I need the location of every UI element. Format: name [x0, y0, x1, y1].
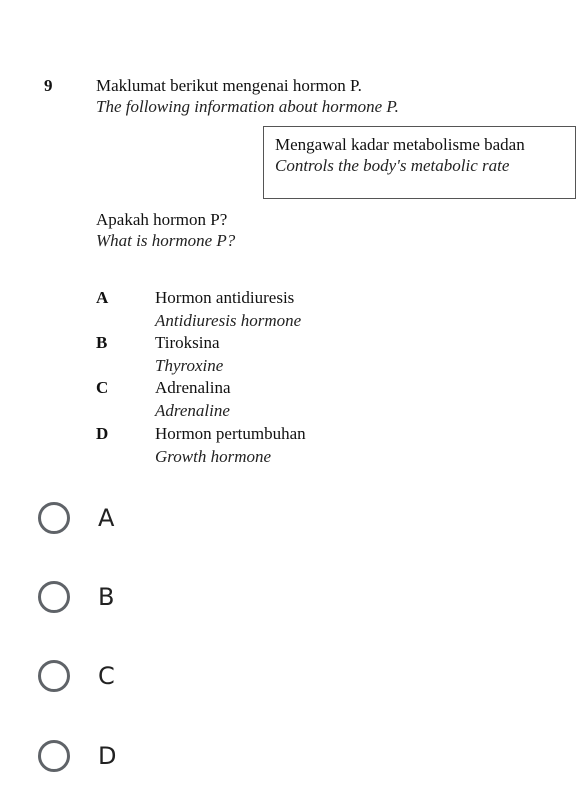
- option-d-english: Growth hormone: [155, 447, 272, 466]
- radio-button-icon[interactable]: [38, 660, 70, 692]
- choice-a[interactable]: [38, 496, 338, 540]
- option-c-english: Adrenaline: [155, 401, 230, 420]
- option-a-malay: Hormon antidiuresis: [155, 288, 295, 307]
- choice-a-label: A: [98, 504, 115, 532]
- choice-c-label: C: [98, 662, 115, 690]
- question-prompt-malay: Apakah hormon P?: [96, 210, 228, 229]
- option-c-malay: Adrenalina: [155, 378, 231, 397]
- info-box: [263, 126, 576, 199]
- option-d-malay: Hormon pertumbuhan: [155, 424, 306, 443]
- option-letter-c: C: [96, 378, 109, 397]
- question-number: 9: [44, 76, 53, 95]
- option-letter-a: A: [96, 288, 109, 307]
- option-letter-d: D: [96, 424, 109, 443]
- radio-button-icon[interactable]: [38, 740, 70, 772]
- question-prompt-english: What is hormone P?: [96, 231, 236, 250]
- choice-d-label: D: [98, 742, 117, 770]
- option-letter-b: B: [96, 333, 108, 352]
- info-text-malay: Mengawal kadar metabolisme badan: [275, 135, 525, 154]
- info-text-english: Controls the body's metabolic rate: [275, 156, 510, 175]
- choice-b[interactable]: [38, 575, 338, 619]
- choice-d[interactable]: [38, 734, 338, 778]
- radio-button-icon[interactable]: [38, 581, 70, 613]
- choice-c[interactable]: [38, 654, 338, 698]
- choice-b-label: B: [98, 583, 115, 611]
- question-stem-english: The following information about hormone P.: [96, 97, 399, 116]
- option-b-malay: Tiroksina: [155, 333, 220, 352]
- option-a-english: Antidiuresis hormone: [155, 311, 302, 330]
- radio-button-icon[interactable]: [38, 502, 70, 534]
- question-stem-malay: Maklumat berikut mengenai hormon P.: [96, 76, 362, 95]
- option-b-english: Thyroxine: [155, 356, 224, 375]
